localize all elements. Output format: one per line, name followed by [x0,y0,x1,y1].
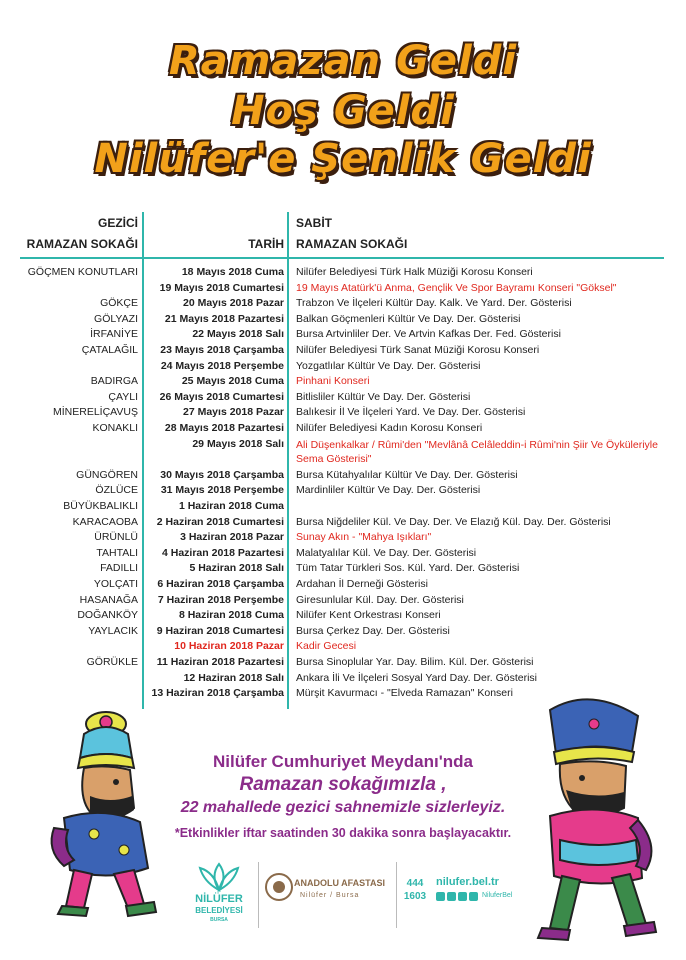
table-row [0,282,686,297]
row-location: KARACAOBA [72,515,138,528]
karagoz-figure-left [44,710,184,925]
tagline-note: *Etkinlikler iftar saatinden 30 dakika sonra başlayacaktır. [174,826,512,840]
table-row [0,422,686,437]
divider-header [20,257,664,259]
row-location: BADIRGA [90,375,138,388]
footer-divider-1 [258,862,259,928]
table-row [0,578,686,593]
row-date: 28 Mayıs 2018 Pazartesi [164,422,284,434]
row-event: Mürşit Kavurmacı - "Elveda Ramazan" Konseri [296,687,513,700]
tagline-line-1: Nilüfer Cumhuriyet Meydanı'nda [212,752,474,771]
nilufer-lotus-icon [194,862,244,892]
title-line-3: Nilüfer'e Şenlik Geldi [94,136,592,182]
row-event: Trabzon Ve İlçeleri Kültür Day. Kalk. Ve Yard. Der. Gösterisi [296,297,572,310]
row-location: YAYLACIK [88,624,138,637]
row-location: İRFANİYE [90,328,138,341]
row-date: 24 Mayıs 2018 Perşembe [160,359,284,372]
phone-line1: 444 [406,878,424,889]
table-row [0,547,686,562]
table-row [0,656,686,671]
row-event: Balkan Göçmenleri Kültür Ve Day. Der. Gösterisi [296,312,521,325]
social-icons [436,892,478,901]
anadolu-logo-name: ANADOLU AFASTASI [294,878,385,888]
table-row [0,625,686,640]
table-row [0,469,686,484]
table-row [0,328,686,343]
table-row [0,672,686,687]
row-date: 22 Mayıs 2018 Salı [192,328,284,341]
row-location: ÖZLÜCE [95,484,138,497]
row-event: Bursa Kütahyalılar Kültür Ve Day. Der. Gösterisi [296,468,518,481]
row-event: Tüm Tatar Türkleri Sos. Kül. Yard. Der. Gösterisi [296,562,520,575]
title-line-1: Ramazan Geldi [168,38,518,84]
row-event: Pinhani Konseri [296,375,370,388]
row-event: Ankara İli Ve İlçeleri Sosyal Yard Day. Der. Gösterisi [296,671,538,684]
row-location: GÖKÇE [100,297,138,310]
table-row [0,406,686,421]
anadolu-logo-sub: Nilüfer / Bursa [300,892,360,899]
row-date: 18 Mayıs 2018 Cuma [181,266,284,278]
facebook-icon[interactable] [436,892,445,901]
row-location: GÖLYAZI [94,312,138,325]
nilufer-logo-city: BURSA [210,917,228,923]
table-row [0,594,686,609]
nilufer-logo-sub: BELEDİYESİ [195,906,243,915]
row-event: Bursa Sinoplular Yar. Day. Bilim. Kül. Der. Gösterisi [296,656,534,668]
row-location: ÜRÜNLÜ [94,531,138,544]
table-row [0,531,686,546]
row-location: BÜYÜKBALIKLI [63,500,138,512]
row-location: GÖRÜKLE [86,656,138,668]
table-row [0,375,686,390]
website-link[interactable]: nilufer.bel.tr [436,876,499,888]
table-row [0,484,686,499]
row-location: GÜNGÖREN [76,468,138,481]
row-location: HASANAĞA [79,593,138,606]
table-row [0,500,686,515]
header-sabit [296,216,407,251]
row-event: Bursa Niğdeliler Kül. Ve Day. Der. Ve Elazığ Kül. Day. Der. Gösterisi [296,515,611,528]
table-row [0,313,686,328]
row-event: Malatyalılar Kül. Ve Day. Der. Gösterisi [296,546,477,559]
youtube-icon[interactable] [469,892,478,901]
row-date: 21 Mayıs 2018 Pazartesi [164,312,284,325]
table-row [0,516,686,531]
row-date: 6 Haziran 2018 Çarşamba [157,578,284,590]
row-location: YOLÇATI [93,578,138,590]
header-tarih: TARİH [248,237,284,251]
table-row [0,437,686,465]
row-date: 29 Mayıs 2018 Salı [192,437,284,450]
row-date: 8 Haziran 2018 Cuma [178,609,284,622]
row-date: 9 Haziran 2018 Cumartesi [156,624,284,637]
header-sabit-line2: RAMAZAN SOKAĞI [296,237,408,251]
row-event: 19 Mayıs Atatürk'ü Anma, Gençlik Ve Spor Bayramı Konseri "Göksel" [296,281,617,294]
row-date: 11 Haziran 2018 Pazartesi [156,656,284,668]
anadolu-emblem-icon [264,872,294,902]
row-date: 25 Mayıs 2018 Cuma [181,375,284,388]
row-date: 31 Mayıs 2018 Perşembe [160,484,284,497]
row-event: Balıkesir İl Ve İlçeleri Yard. Ve Day. Der. Gösterisi [296,406,526,419]
table-row [0,640,686,655]
title-line-2: Hoş Geldi [231,88,455,134]
hacivat-figure-right [520,690,670,950]
row-date: 1 Haziran 2018 Cuma [178,500,284,512]
row-location: GÖÇMEN KONUTLARI [27,266,138,278]
row-event: Giresunlular Kül. Day. Der. Gösterisi [296,593,464,606]
row-event: Nilüfer Belediyesi Türk Halk Müziği Korosu Konseri [296,266,533,278]
footer-divider-2 [396,862,397,928]
table-row [0,360,686,375]
table-row [0,609,686,624]
row-location: TAHTALI [96,546,138,559]
row-date: 30 Mayıs 2018 Çarşamba [160,468,284,481]
table-row [0,391,686,406]
row-event: Bursa Artvinliler Der. Ve Artvin Kafkas Der. Fed. Gösterisi [296,328,561,341]
table-row [0,344,686,359]
table-row [0,266,686,281]
twitter-icon[interactable] [447,892,456,901]
row-event: Ali Düşenkalkar / Rûmi'den "Mevlânâ Celâleddin-i Rûmi'nin Şiir Ve Öyküleriyle Sema Gösterisi" [296,438,658,465]
row-event: Yozgatlılar Kültür Ve Day. Der. Gösterisi [296,359,481,372]
header-gezici [27,216,138,251]
header-sabit-line1: SABİT [296,216,332,230]
row-date: 7 Haziran 2018 Perşembe [157,593,284,606]
row-date: 19 Mayıs 2018 Cumartesi [159,281,284,294]
row-date: 20 Mayıs 2018 Pazar [183,297,284,310]
header-gezici-line2: RAMAZAN SOKAĞI [26,237,138,251]
table-row [0,562,686,577]
row-date: 4 Haziran 2018 Pazartesi [162,546,284,559]
row-date: 23 Mayıs 2018 Çarşamba [160,344,284,356]
row-event: Mardinliler Kültür Ve Day. Der. Gösterisi [296,484,481,497]
instagram-icon[interactable] [458,892,467,901]
row-location: ÇATALAĞIL [81,344,138,356]
nilufer-logo-name: NİLÜFER [195,893,243,905]
row-event: Nilüfer Kent Orkestrası Konseri [296,609,441,622]
row-location: FADILLI [100,562,138,575]
social-handle: NiluferBel [482,892,513,899]
row-location: ÇAYLI [108,390,138,403]
row-date: 5 Haziran 2018 Salı [189,562,284,575]
row-date: 10 Haziran 2018 Pazar [174,640,284,653]
phone-line2: 1603 [403,891,427,902]
table-row [0,297,686,312]
row-date: 27 Mayıs 2018 Pazar [183,406,284,419]
row-event: Bitlisliler Kültür Ve Day. Der. Gösterisi [296,390,471,403]
row-event: Ardahan İl Derneği Gösterisi [296,578,428,590]
tagline-line-2: Ramazan sokağımızla , [239,774,447,795]
row-date: 2 Haziran 2018 Cumartesi [156,515,284,528]
row-event: Nilüfer Belediyesi Kadın Korosu Konseri [296,422,483,434]
row-date: 3 Haziran 2018 Pazar [180,531,284,544]
row-location: KONAKLI [92,422,138,434]
row-date: 12 Haziran 2018 Salı [183,671,284,684]
row-date: 26 Mayıs 2018 Cumartesi [159,390,284,403]
row-location: DOĞANKÖY [77,609,138,622]
header-gezici-line1: GEZİCİ [97,216,138,230]
row-location: MİNERELİÇAVUŞ [53,406,138,419]
row-event: Nilüfer Belediyesi Türk Sanat Müziği Korosu Konseri [296,344,540,356]
row-date: 13 Haziran 2018 Çarşamba [151,687,284,700]
row-event: Kadir Gecesi [296,640,357,653]
tagline-line-3: 22 mahallede gezici sahnemizle sizlerleyiz. [180,799,506,816]
row-event: Bursa Çerkez Day. Der. Gösterisi [296,624,450,637]
row-event: Sunay Akın - "Mahya Işıkları" [296,531,432,544]
